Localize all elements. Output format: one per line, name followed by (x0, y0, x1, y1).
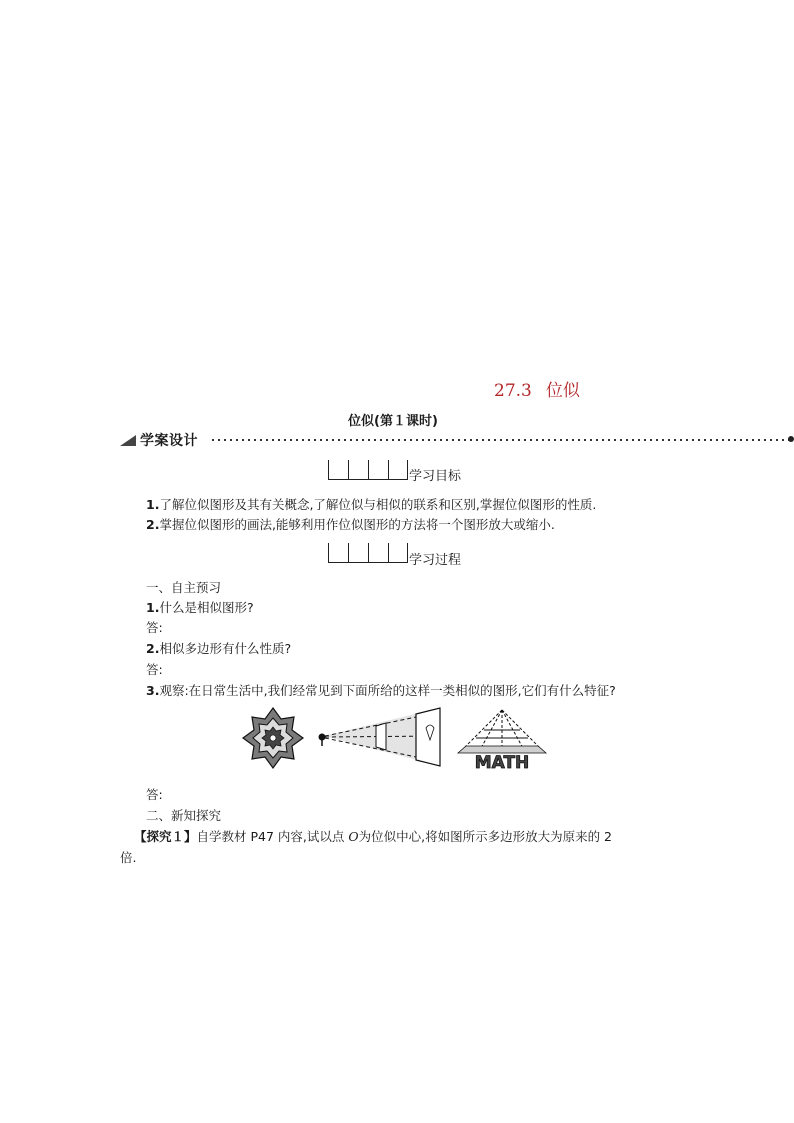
question-2: 2.相似多边形有什么性质? (146, 641, 292, 656)
question-3: 3.观察:在日常生活中,我们经常见到下面所给的这样一类相似的图形,它们有什么特征? (146, 683, 616, 698)
section-end-dot (788, 436, 794, 442)
explore-label: 【探究１】 (134, 829, 197, 844)
section-label: 学案设计 (120, 430, 198, 450)
answer-1: 答: (146, 620, 163, 635)
section-dotted-rule (210, 439, 790, 441)
lesson-title (494, 376, 580, 401)
goal-item-2: 2.掌握位似图形的画法,能够利用作位似图形的方法将一个图形放大或缩小. (146, 517, 555, 532)
process-heading-boxes (328, 543, 408, 563)
lesson-number: 27.3 (494, 381, 532, 401)
star-figure (243, 708, 303, 768)
projector-figure (319, 708, 441, 766)
math-figure (458, 710, 546, 770)
point-o: O (348, 829, 359, 844)
explore-1: 【探究１】自学教材 P47 内容,试以点 O为位似中心,将如图所示多边形放大为原来的 2 (134, 829, 613, 844)
part1-heading: 一、自主预习 (146, 580, 222, 595)
process-heading: 学习过程 (409, 553, 462, 568)
section-triangle-icon (120, 435, 136, 446)
explore-1-cont: 倍. (120, 850, 137, 865)
math-word: MATH (474, 753, 530, 770)
goals-heading-boxes (328, 460, 408, 480)
similar-figures-illustration (240, 706, 550, 770)
part2-heading: 二、新知探究 (146, 808, 222, 823)
answer-3: 答: (146, 787, 163, 802)
answer-2: 答: (146, 662, 163, 677)
section-header (120, 430, 794, 448)
goals-heading: 学习目标 (409, 469, 462, 484)
question-1: 1.什么是相似图形? (146, 600, 254, 615)
goal-item-1: 1.了解位似图形及其有关概念,了解位似与相似的联系和区别,掌握位似图形的性质. (146, 497, 597, 512)
lesson-name: 位似 (545, 381, 580, 401)
lesson-subtitle: 位似(第１课时) (348, 414, 438, 429)
